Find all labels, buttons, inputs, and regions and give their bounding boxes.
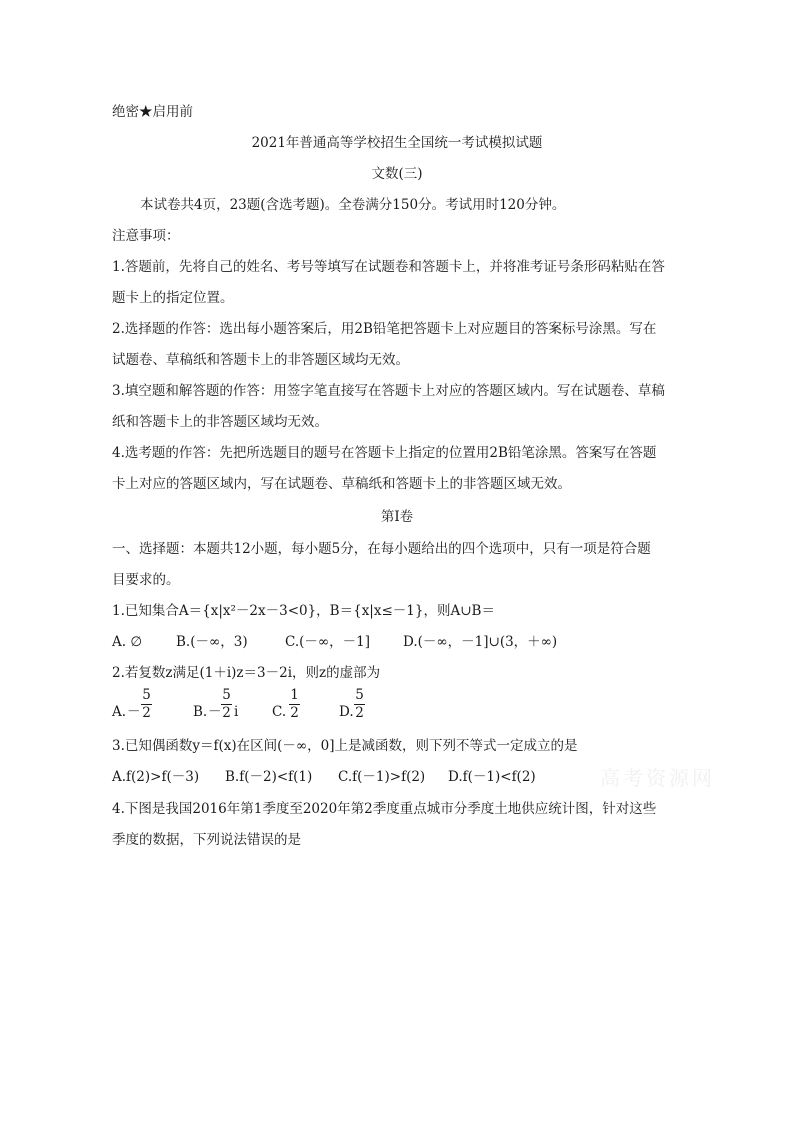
q2-option-b-label: B.	[193, 704, 208, 720]
volume-heading: 第Ⅰ卷	[380, 509, 414, 525]
q2-stem: 2.若复数z满足(1＋i)z＝3－2i，则z的虚部为	[112, 665, 381, 681]
q2-option-d-fraction	[354, 688, 365, 721]
q1-stem: 1.已知集合A＝{x|x²－2x－3<0}，B＝{x|x≤－1}，则A∪B＝	[112, 603, 495, 619]
note-1-line-1: 1.答题前，先将自己的姓名、考号等填写在试题卷和答题卡上，并将准考证号条形码粘贴在答	[112, 259, 665, 275]
note-3-line-2: 纸和答题卡上的非答题区域均无效。	[112, 414, 328, 430]
note-3-line-1: 3.填空题和解答题的作答：用签字笔直接写在答题卡上对应的答题区域内。写在试题卷、草稿	[112, 383, 665, 399]
q2-option-a-denominator: 2	[142, 705, 151, 721]
q3-option-c: C.f(－1)>f(2)	[338, 769, 426, 785]
watermark: 高考资源网	[600, 766, 715, 790]
q4-stem-line-2: 季度的数据，下列说法错误的是	[112, 832, 301, 848]
notes-heading: 注意事项：	[112, 228, 180, 244]
q2-option-b-suffix: i	[234, 704, 239, 720]
q1-option-d: D.(－∞，－1]∪(3，＋∞)	[403, 634, 558, 650]
q2-option-b-fraction	[221, 688, 232, 721]
section-intro-line-2: 目要求的。	[112, 572, 180, 588]
q3-option-a: A.f(2)>f(－3)	[112, 769, 200, 785]
q3-stem: 3.已知偶函数y＝f(x)在区间(－∞，0]上是减函数，则下列不等式一定成立的是	[112, 738, 578, 754]
section-intro-line-1: 一、选择题：本题共12小题，每小题5分，在每小题给出的四个选项中，只有一项是符合题	[112, 541, 651, 557]
q2-option-b-sign: －	[208, 704, 222, 720]
note-4-line-2: 卡上对应的答题区域内，写在试题卷、草稿纸和答题卡上的非答题区域无效。	[112, 476, 571, 492]
note-4-line-1: 4.选考题的作答：先把所选题目的题号在答题卡上指定的位置用2B铅笔涂黑。答案写在答题	[112, 445, 657, 461]
note-1-line-2: 题卡上的指定位置。	[112, 290, 234, 306]
q1-option-b: B.(－∞，3)	[176, 634, 248, 650]
confidential-label: 绝密★启用前	[112, 104, 193, 120]
q2-option-a-label: A.	[112, 704, 127, 720]
q2-option-c-denominator: 2	[290, 705, 299, 721]
q3-option-b: B.f(－2)<f(1)	[225, 769, 313, 785]
q1-option-a: A. ∅	[112, 634, 143, 650]
q4-stem-line-1: 4.下图是我国2016年第1季度至2020年第2季度重点城市分季度土地供应统计图，针对这些	[112, 801, 657, 817]
q2-option-d-label: D.	[339, 704, 354, 720]
q2-option-a-fraction	[141, 688, 152, 721]
q2-option-b-denominator: 2	[222, 705, 231, 721]
q2-option-b-numerator: 5	[222, 687, 231, 703]
q2-option-a-numerator: 5	[142, 687, 151, 703]
q2-option-d-denominator: 2	[355, 705, 364, 721]
q2-option-c-numerator: 1	[290, 687, 299, 703]
note-2-line-2: 试题卷、草稿纸和答题卡上的非答题区域均无效。	[112, 352, 409, 368]
exam-info: 本试卷共4页，23题(含选考题)。全卷满分150分。考试用时120分钟。	[140, 197, 566, 213]
note-2-line-1: 2.选择题的作答：选出每小题答案后，用2B铅笔把答题卡上对应题目的答案标号涂黑。写在	[112, 321, 657, 337]
q2-option-d-numerator: 5	[355, 687, 364, 703]
exam-title: 2021年普通高等学校招生全国统一考试模拟试题	[251, 135, 543, 151]
q1-option-c: C.(－∞，－1]	[285, 634, 371, 650]
q2-option-c-fraction	[289, 688, 300, 721]
q3-option-d: D.f(－1)<f(2)	[448, 769, 536, 785]
q2-option-c-label: C.	[272, 704, 287, 720]
subject-title: 文数(三)	[371, 166, 423, 182]
q2-option-a-sign: －	[127, 704, 141, 720]
